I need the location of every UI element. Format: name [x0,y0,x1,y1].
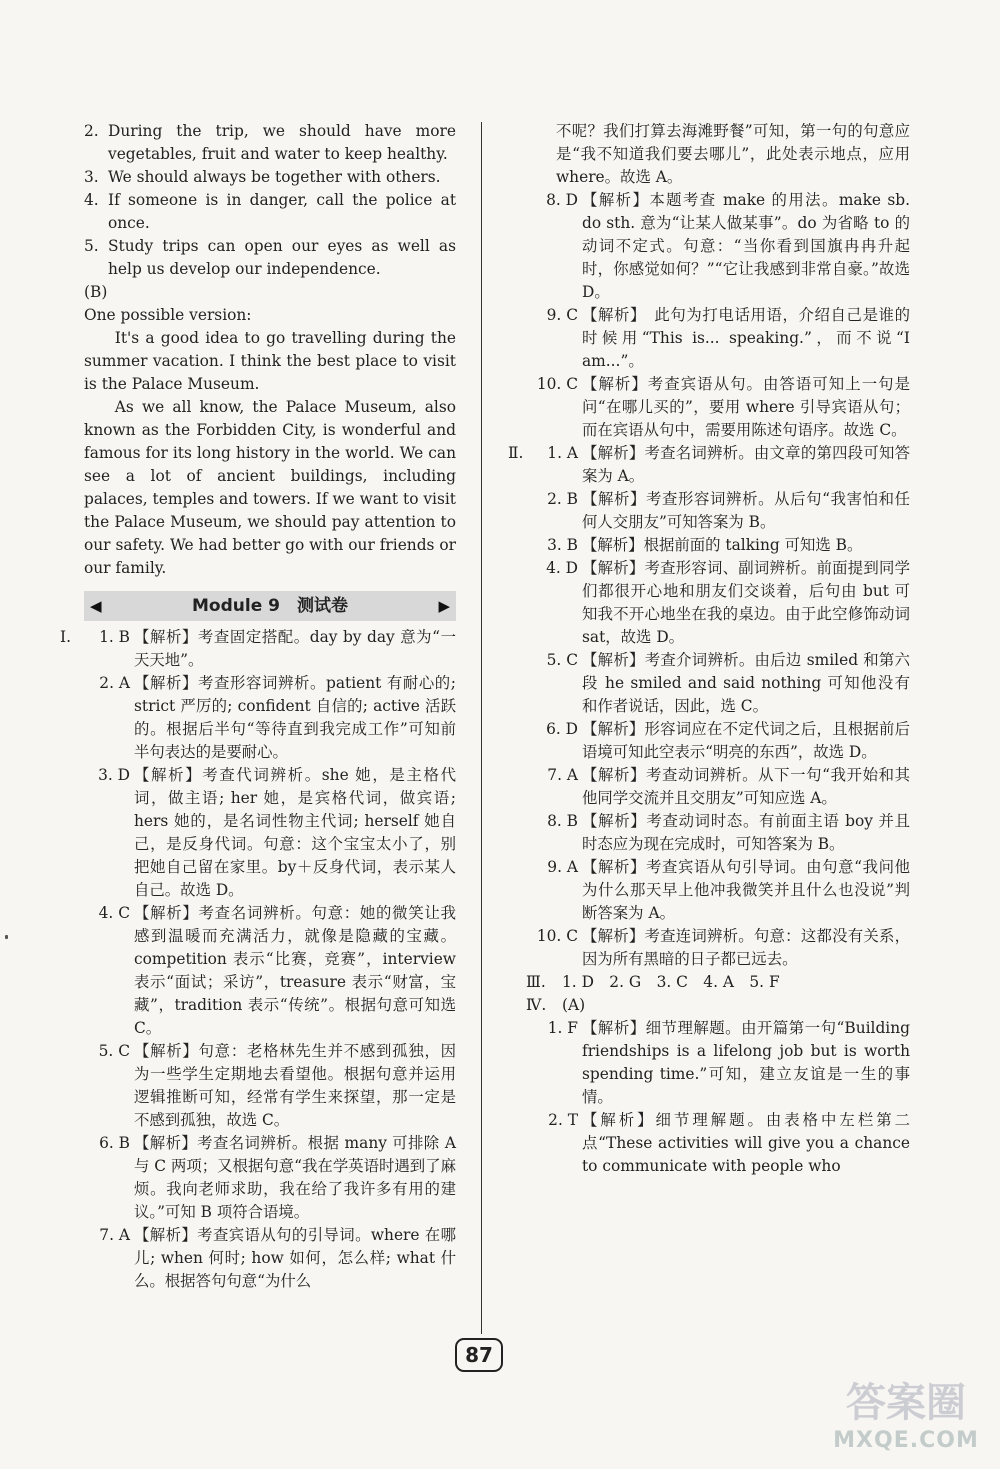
item-text: 【解析】 此句为打电话用语，介绍自己是谁的时候用“This is... speaking.”，而不说“I am...”。 [582,306,910,370]
item-text: 【解析】考查形容词辨析。从后句“我害怕和任何人交朋友”可知答案为 B。 [582,490,910,531]
answer-item [532,925,910,971]
answer-item [508,442,910,488]
item-text: 【解析】考查形容词、副词辨析。前面提到同学们都很开心地和朋友们交谈着，后句由 but 可知我不开心地坐在我的桌边。由于此空修饰动词 sat，故选 D。 [582,559,910,646]
answer-item [532,557,910,649]
item-text: 【解析】考查介词辨析。由后边 smiled 和第六段 he smiled and said nothing 可知他没有和作者说话，因此，选 C。 [582,651,910,715]
answer-item [84,1224,456,1293]
item-text: 【解析】考查代词辨析。she 她，是主格代词，做主语; her 她，是宾格代词，做宾语; hers 她的，是名词性物主代词; herself 她自己，是反身代词。句意：这个宝宝太小了，别把她自己留在家里。by＋反身代词，表示某人自己。故选 D。 [134,766,456,899]
section-i-rest-list [532,189,910,442]
item-text: 【解析】细节理解题。由表格中左栏第二点“These activities will give you a chance to communicate with people who [582,1111,910,1175]
item-text: 【解析】考查动词辨析。从下一句“我开始和其他同学交流并且交朋友”可知应选 A。 [582,766,910,807]
section-iv-header [526,994,910,1017]
item-text: 【解析】考查名词辨析。由文章的第四段可知答案为 A。 [582,444,910,485]
item-number: 3. D [98,766,130,784]
answer-item [84,235,456,281]
item-text: 【解析】考查名词辨析。根据 many 可排除 A 与 C 两项；又根据句意“我在学英语时遇到了麻烦。我向老师求助，我在给了我许多有用的建议。”可知 B 项符合语境。 [134,1134,456,1221]
answer-item [84,189,456,235]
item-number: 5. C [546,651,578,669]
triangle-right-icon: ▶ [438,597,450,615]
answer-item [532,304,910,373]
part-b-label: (B) [84,283,108,301]
page-number: 87 [455,1338,503,1372]
item-number: 10. C [536,927,578,945]
item-text: 【解析】考查固定搭配。day by day 意为“一天天地”。 [134,628,456,669]
item-text: 【解析】考查宾语从句。由答语可知上一句是问“在哪儿买的”，要用 where 引导宾语从句；而在宾语从句中，需要用陈述句语序。故选 C。 [582,375,910,439]
item-number: 2. A [99,674,130,692]
section-iv-list [532,1017,910,1178]
watermark-url: MXQE.COM [833,1428,979,1453]
item-number: 6. B [99,1134,130,1152]
answer-item [532,488,910,534]
item-text: We should always be together with others. [108,168,441,186]
column-divider [481,122,482,1334]
item-number: 4. D [546,559,578,577]
answer-item [532,534,910,557]
answer-item [532,189,910,304]
item-text: 【解析】考查宾语从句的引导词。where 在哪儿; when 何时; how 如何，怎么样; what 什么。根据答句句意“为什么 [134,1226,456,1290]
item-text: 【解析】细节理解题。由开篇第一句“Building friendships is a lifelong job but is worth spending time.”可知，建立友谊是一生的事情。 [582,1019,910,1106]
answer-item [84,166,456,189]
section-i-list [60,626,456,1293]
version-label: One possible version: [84,306,252,324]
scan-speck [5,935,8,939]
answer-list-top [84,120,456,281]
item-number: 9. A [547,858,578,876]
answer-item [60,626,456,672]
item-number: 2. B [547,490,578,508]
answer-item [84,672,456,764]
item-number: 5. [84,237,99,255]
item-text: 【解析】考查连词辨析。句意：这都没有关系，因为所有黑暗的日子都已远去。 [582,927,910,968]
watermark [826,1371,986,1453]
item-number: 3. B [547,536,578,554]
essay-paragraph: As we all know, the Palace Museum, also known as the Forbidden City, is wonderful and famous for its long history in the world. We can see a lot of ancient buildings, including palaces, temples and towers. If we want to visit the Palace Museum, we should pay attention to our safety. We had better go with our friends or our family. [84,398,456,577]
item-number: 1. B [99,628,130,646]
answer-item [532,856,910,925]
sample-essay [84,327,456,580]
item-number: 9. C [546,306,578,324]
item-number: 7. A [547,766,578,784]
item-text: Study trips can open our eyes as well as help us develop our independence. [108,237,456,278]
item-text: If someone is in danger, call the police at once. [108,191,456,232]
answer-item [84,764,456,902]
right-column [508,120,910,1178]
triangle-left-icon: ◀ [90,597,102,615]
item-number: 4. C [98,904,130,922]
watermark-logo: 答案圈 [846,1380,966,1426]
section-iv-label: (A) [562,996,586,1014]
left-column [60,120,456,1293]
answer-item [84,1132,456,1224]
answer-item [84,1040,456,1132]
item-text: 【解析】本题考查 make 的用法。make sb. do sth. 意为“让某人做某事”。do 为省略 to 的动词不定式。句意：“当你看到国旗冉冉升起时，你感觉如何？”“它让我感到非常自豪。”故选 D。 [582,191,910,301]
module-title: Module 9 测试卷 [192,596,348,616]
answer-item [532,764,910,810]
item-text: During the trip, we should have more vegetables, fruit and water to keep healthy. [108,122,456,163]
answer-item [532,810,910,856]
essay-paragraph: It's a good idea to go travelling during the summer vacation. I think the best place to visit is the Palace Museum. [84,329,456,393]
section-ii-list [508,442,910,971]
continuation-text: 不呢？我们打算去海滩野餐”可知，第一句的句意应是“我不知道我们要去哪儿”，此处表示地点，应用 where。故选 A。 [556,122,910,186]
item-number: 1. A [547,444,578,462]
item-number: 2. T [548,1111,578,1129]
answer-item [532,649,910,718]
item-number: 5. C [98,1042,130,1060]
item-number: 10. C [536,375,578,393]
item-text: 【解析】考查宾语从句引导词。由句意“我问他为什么那天早上他冲我微笑并且什么也没说”判断答案为 A。 [582,858,910,922]
section-iii-answers: 1. D 2. G 3. C 4. A 5. F [562,973,780,991]
item-text: 【解析】考查动词时态。有前面主语 boy 并且时态应为现在完成时，可知答案为 B。 [582,812,910,853]
item-number: 4. [84,191,99,209]
item-text: 【解析】考查名词辨析。句意：她的微笑让我感到温暖而充满活力，就像是隐藏的宝藏。competition 表示“比赛，竞赛”，interview 表示“面试；采访”，treasure 表示“财富，宝藏”，tradition 表示“传统”。根据句意可知选 C。 [134,904,456,1037]
module-header [84,591,456,621]
section-numeral: Ⅰ. [60,628,71,646]
item-text: 【解析】根据前面的 talking 可知选 B。 [582,536,863,554]
section-iv-numeral: Ⅳ. [526,996,547,1014]
item-number: 6. D [546,720,578,738]
item-number: 7. A [99,1226,130,1244]
answer-item [532,373,910,442]
answer-item [532,1109,910,1178]
section-numeral: Ⅱ. [508,444,524,462]
item-number: 2. [84,122,99,140]
answer-item [532,1017,910,1109]
item-text: 【解析】句意：老格林先生并不感到孤独，因为一些学生定期地去看望他。根据句意并运用逻辑推断可知，经常有学生来探望，那一定是不感到孤独，故选 C。 [134,1042,456,1129]
item-number: 1. F [547,1019,578,1037]
answer-item [84,902,456,1040]
item-number: 8. D [546,191,578,209]
section-iii [526,971,910,994]
answer-item [84,120,456,166]
item-number: 8. B [547,812,578,830]
item-text: 【解析】形容词应在不定代词之后，且根据前后语境可知此空表示“明亮的东西”，故选 D。 [582,720,910,761]
item-text: 【解析】考查形容词辨析。patient 有耐心的; strict 严厉的; confident 自信的; active 活跃的。根据后半句“等待直到我完成工作”可知前半句表达的是要耐心。 [134,674,456,761]
item-number: 3. [84,168,99,186]
answer-item [532,718,910,764]
section-iii-numeral: Ⅲ. [526,973,546,991]
